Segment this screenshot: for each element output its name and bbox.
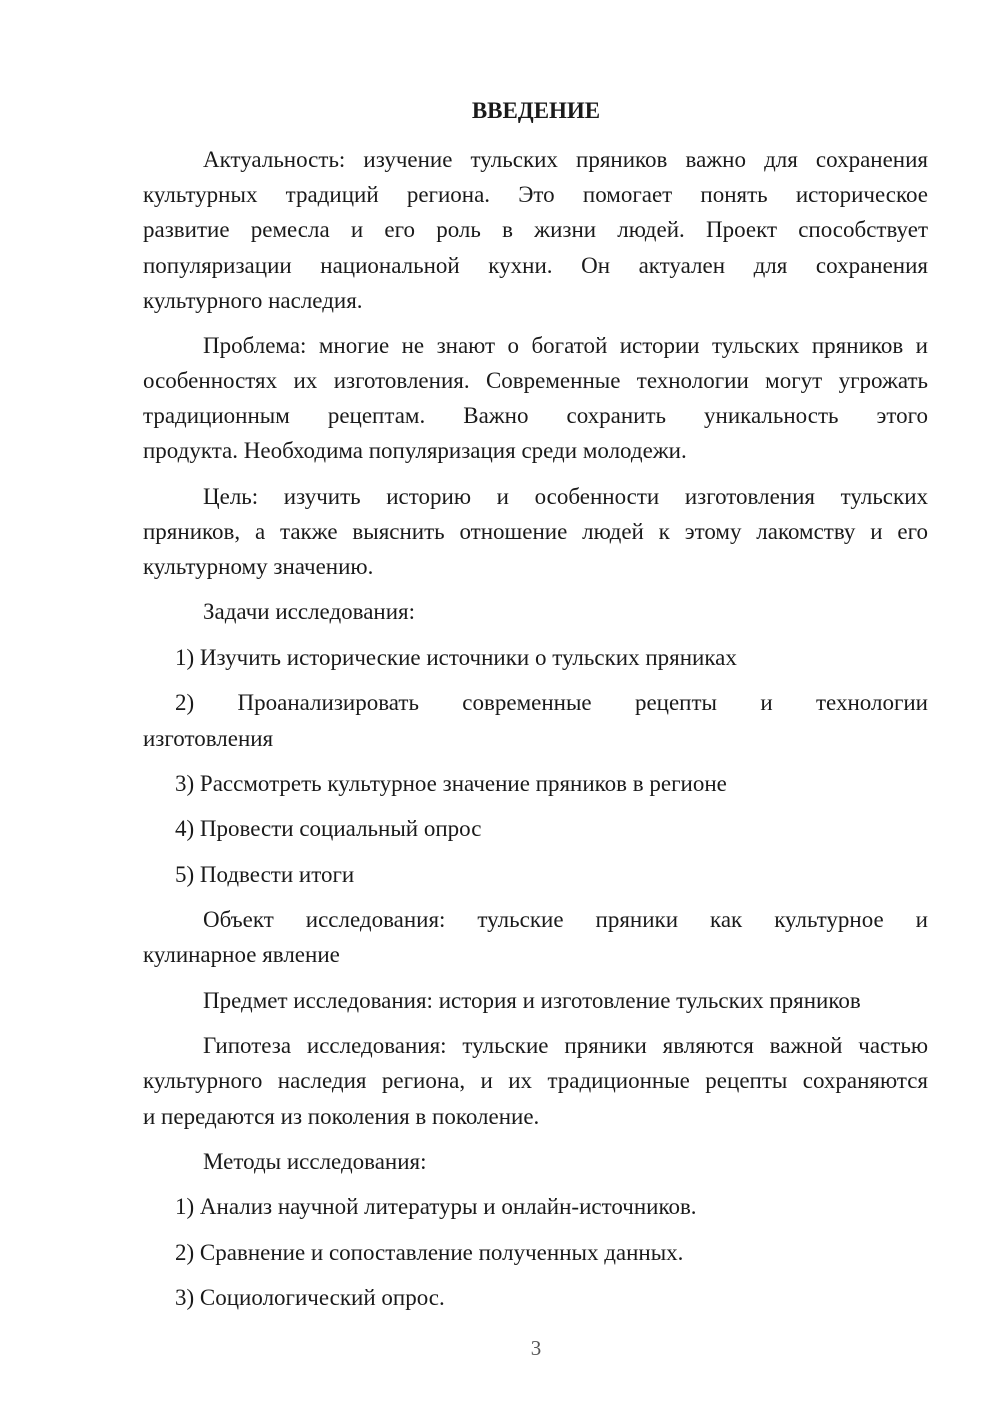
relevance-line-1: Актуальность: изучение тульских пряников важно для сохранения bbox=[203, 147, 928, 172]
task-item-5: 5) Подвести итоги bbox=[175, 862, 355, 887]
hypothesis-line-3: и передаются из поколения в поколение. bbox=[143, 1104, 540, 1129]
relevance-line-2: культурных традиций региона. Это помогает понять историческое bbox=[143, 182, 928, 207]
task-item-2-line-2: изготовления bbox=[143, 726, 274, 751]
subject-line: Предмет исследования: история и изготовление тульских пряников bbox=[203, 988, 861, 1013]
task-item-1: 1) Изучить исторические источники о тульских пряниках bbox=[175, 645, 737, 670]
page-title: ВВЕДЕНИЕ bbox=[471, 98, 601, 123]
problem-line-4: продукта. Необходима популяризация среди молодежи. bbox=[143, 438, 687, 463]
relevance-line-4: популяризации национальной кухни. Он актуален для сохранения bbox=[143, 253, 928, 278]
tasks-heading: Задачи исследования: bbox=[203, 599, 416, 624]
task-item-3: 3) Рассмотреть культурное значение пряников в регионе bbox=[175, 771, 727, 796]
hypothesis-line-1: Гипотеза исследования: тульские пряники являются важной частью bbox=[203, 1033, 928, 1058]
method-item-1: 1) Анализ научной литературы и онлайн-источников. bbox=[175, 1194, 697, 1219]
page-number: 3 bbox=[530, 1336, 542, 1360]
object-line-1: Объект исследования: тульские пряники как культурное и bbox=[203, 907, 928, 932]
relevance-line-5: культурного наследия. bbox=[143, 288, 363, 313]
problem-line-3: традиционным рецептам. Важно сохранить уникальность этого bbox=[143, 403, 928, 428]
method-item-2: 2) Сравнение и сопоставление полученных данных. bbox=[175, 1240, 684, 1265]
problem-line-1: Проблема: многие не знают о богатой истории тульских пряников и bbox=[203, 333, 928, 358]
methods-heading: Методы исследования: bbox=[203, 1149, 427, 1174]
object-line-2: кулинарное явление bbox=[143, 942, 340, 967]
goal-line-1: Цель: изучить историю и особенности изготовления тульских bbox=[203, 484, 928, 509]
hypothesis-line-2: культурного наследия региона, и их традиционные рецепты сохраняются bbox=[143, 1068, 928, 1093]
task-item-2-line-1: 2) Проанализировать современные рецепты и технологии bbox=[175, 690, 928, 715]
goal-line-2: пряников, а также выяснить отношение людей к этому лакомству и его bbox=[143, 519, 928, 544]
goal-line-3: культурному значению. bbox=[143, 554, 374, 579]
method-item-3: 3) Социологический опрос. bbox=[175, 1285, 445, 1310]
problem-line-2: особенностях их изготовления. Современные технологии могут угрожать bbox=[143, 368, 928, 393]
relevance-line-3: развитие ремесла и его роль в жизни людей. Проект способствует bbox=[143, 217, 928, 242]
task-item-4: 4) Провести социальный опрос bbox=[175, 816, 482, 841]
